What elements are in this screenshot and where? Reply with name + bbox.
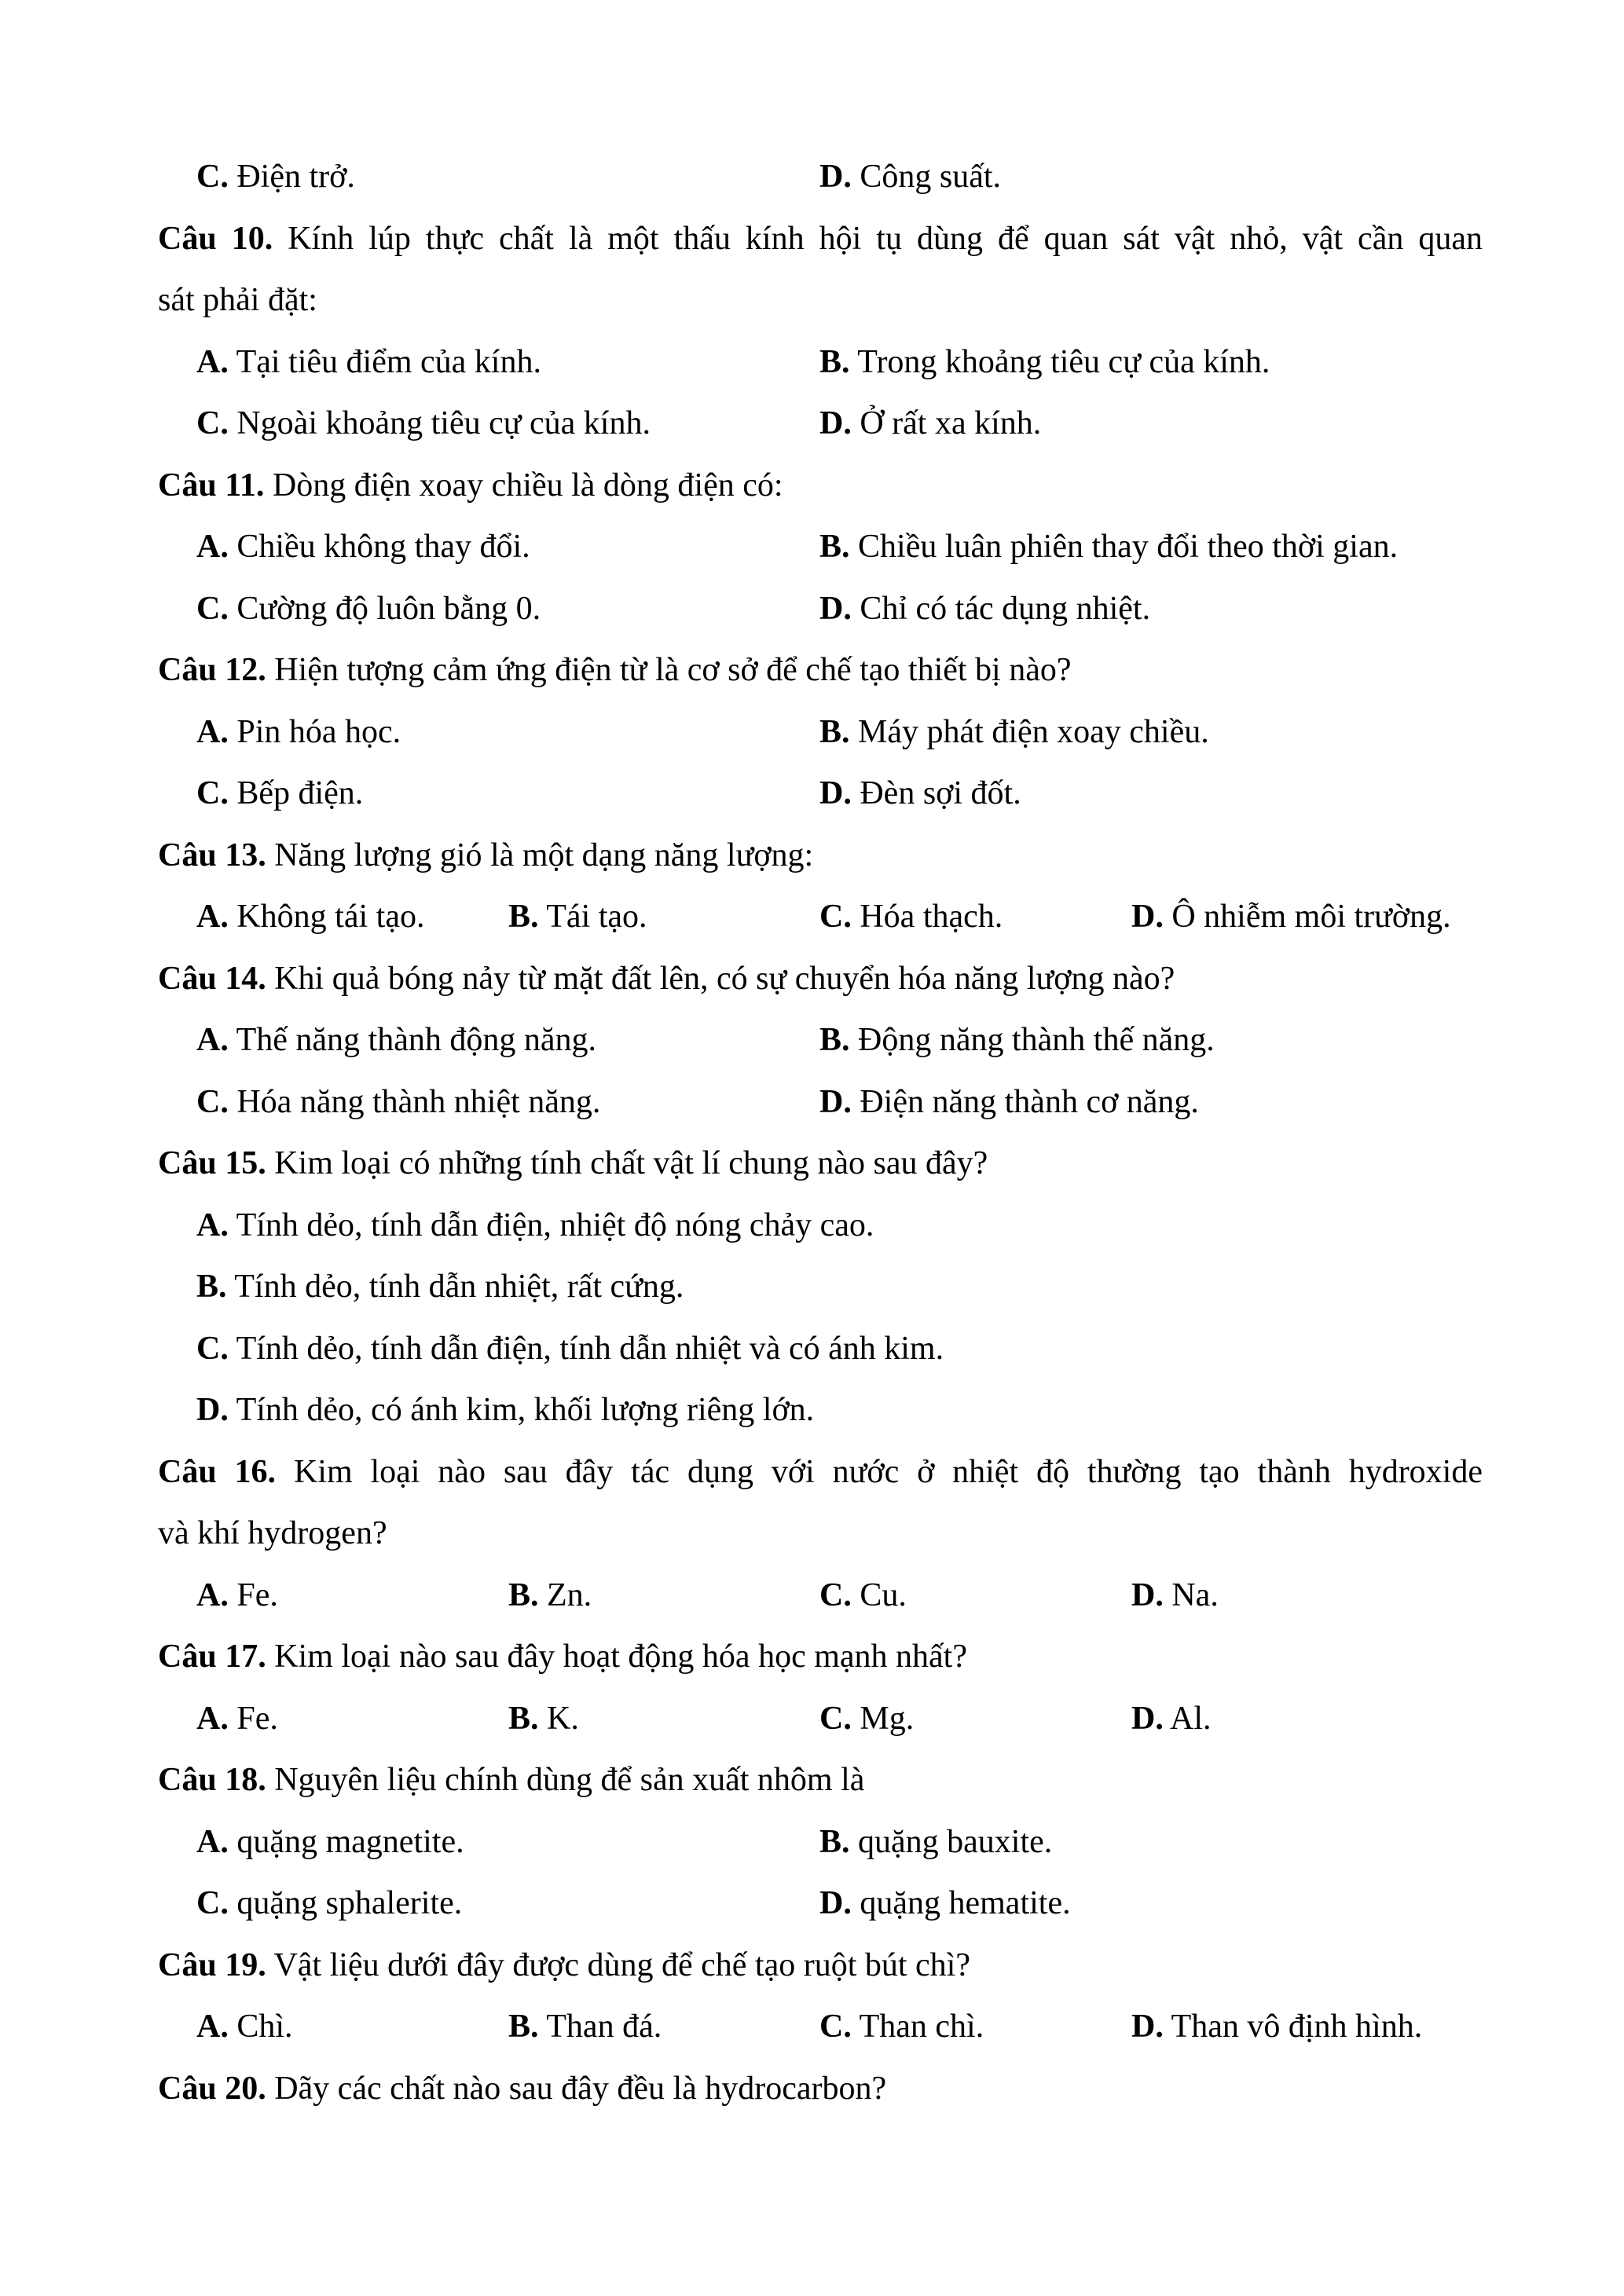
option-row	[158, 1873, 1483, 1935]
option-text: Al.	[1170, 1700, 1212, 1737]
option-key: B.	[819, 1823, 850, 1860]
option-text: Tại tiêu điểm của kính.	[236, 343, 541, 380]
option-key: D.	[196, 1392, 229, 1428]
option-key: C.	[819, 2009, 852, 2045]
option-text: Ngoài khoảng tiêu cự của kính.	[236, 405, 651, 441]
option-text: Chỉ có tác dụng nhiệt.	[860, 590, 1151, 627]
option-key: D.	[1131, 2009, 1164, 2045]
option-key: A.	[196, 529, 229, 565]
question-block	[158, 208, 1483, 455]
question-block	[158, 1749, 1483, 1935]
option-row	[158, 1071, 1483, 1133]
answer-option	[196, 1688, 278, 1750]
option-text: Ô nhiễm môi trường.	[1171, 899, 1451, 935]
option-row	[158, 886, 1483, 948]
question-stem-line	[158, 948, 1483, 1010]
question-block	[158, 825, 1483, 948]
option-key: C.	[196, 1885, 229, 1921]
option-text: Hóa thạch.	[860, 899, 1003, 935]
question-number: Câu 14.	[158, 960, 266, 997]
answer-option	[819, 578, 1150, 640]
answer-option	[196, 886, 424, 948]
option-text: Chiều không thay đổi.	[236, 529, 530, 565]
option-key: B.	[196, 1269, 227, 1305]
option-row	[158, 146, 1483, 208]
answer-option	[196, 1996, 293, 2058]
option-text: Mg.	[860, 1700, 915, 1737]
option-text: Zn.	[547, 1576, 592, 1613]
question-stem-line	[158, 825, 1483, 887]
option-key: D.	[819, 1885, 852, 1921]
option-text: Tính dẻo, tính dẫn điện, tính dẫn nhiệt và có ánh kim.	[236, 1330, 944, 1367]
option-key: A.	[196, 1700, 229, 1737]
question-block	[158, 1441, 1483, 1627]
answer-option	[196, 1256, 684, 1318]
option-text: Fe.	[236, 1576, 278, 1613]
question-stem-line	[158, 269, 1483, 331]
answer-option	[196, 393, 651, 455]
option-key: D.	[1131, 1576, 1164, 1613]
answer-option	[196, 1565, 278, 1627]
option-text: Tính dẻo, có ánh kim, khối lượng riêng lớn.	[236, 1392, 815, 1428]
answer-option	[819, 1688, 914, 1750]
answer-option	[819, 1873, 1071, 1935]
answer-option	[819, 516, 1398, 578]
option-row	[158, 701, 1483, 764]
option-key: A.	[196, 1576, 229, 1613]
answer-option	[819, 331, 1270, 394]
answer-option	[819, 146, 1001, 208]
answer-option	[508, 886, 647, 948]
question-block	[158, 146, 1483, 208]
option-row	[158, 1688, 1483, 1750]
option-row	[158, 578, 1483, 640]
option-row	[158, 1318, 1483, 1380]
question-stem-line	[158, 455, 1483, 517]
question-block	[158, 455, 1483, 640]
option-key: C.	[819, 899, 852, 935]
option-text: Bếp điện.	[236, 775, 364, 811]
question-number: Câu 19.	[158, 1946, 266, 1983]
option-text: Không tái tạo.	[236, 899, 425, 935]
option-key: A.	[196, 1207, 229, 1243]
exam-page	[158, 146, 1483, 2119]
option-row	[158, 763, 1483, 825]
option-key: A.	[196, 1022, 229, 1058]
question-block	[158, 1133, 1483, 1441]
option-text: quặng magnetite.	[236, 1823, 464, 1860]
option-key: B.	[819, 343, 850, 380]
question-text: Kim loại nào sau đây tác dụng với nước ở nhiệt độ thường tạo thành hydroxide	[293, 1453, 1483, 1490]
answer-option	[196, 1873, 462, 1935]
option-key: A.	[196, 343, 229, 380]
question-block	[158, 1935, 1483, 2058]
option-text: Thế năng thành động năng.	[236, 1022, 596, 1058]
question-text: Kim loại nào sau đây hoạt động hóa học mạnh nhất?	[274, 1639, 967, 1675]
option-text: Than chì.	[859, 2009, 984, 2045]
answer-option	[196, 763, 363, 825]
option-key: D.	[819, 590, 852, 627]
question-number: Câu 18.	[158, 1762, 266, 1798]
option-text: Tái tạo.	[546, 899, 647, 935]
option-row	[158, 1811, 1483, 1873]
question-stem-line	[158, 639, 1483, 701]
option-key: D.	[1131, 1700, 1164, 1737]
answer-option	[196, 1009, 596, 1071]
option-key: D.	[1131, 899, 1164, 935]
option-key: C.	[819, 1700, 852, 1737]
option-text: Tính dẻo, tính dẫn điện, nhiệt độ nóng chảy cao.	[236, 1207, 874, 1243]
question-text: Dòng điện xoay chiều là dòng điện có:	[272, 467, 783, 504]
answer-option	[508, 1688, 579, 1750]
option-row	[158, 393, 1483, 455]
option-text: Trong khoảng tiêu cự của kính.	[857, 343, 1270, 380]
option-row	[158, 1256, 1483, 1318]
option-text: Chì.	[236, 2009, 293, 2045]
question-text: Khi quả bóng nảy từ mặt đất lên, có sự chuyển hóa năng lượng nào?	[274, 960, 1175, 997]
option-key: D.	[819, 159, 852, 195]
question-stem-line	[158, 1133, 1483, 1195]
option-text: Máy phát điện xoay chiều.	[858, 713, 1209, 750]
question-text: và khí hydrogen?	[158, 1515, 387, 1551]
option-key: C.	[196, 159, 229, 195]
answer-option	[819, 1071, 1199, 1133]
answer-option	[196, 1195, 874, 1257]
option-text: Chiều luân phiên thay đổi theo thời gian.	[858, 529, 1399, 565]
answer-option	[819, 1996, 984, 2058]
answer-option	[196, 578, 541, 640]
option-key: B.	[819, 1022, 850, 1058]
question-block	[158, 639, 1483, 825]
answer-option	[819, 1009, 1215, 1071]
option-key: B.	[508, 1700, 539, 1737]
question-number: Câu 20.	[158, 2070, 266, 2107]
answer-option	[196, 701, 401, 764]
option-key: D.	[819, 775, 852, 811]
option-text: Cường độ luôn bằng 0.	[236, 590, 541, 627]
question-text: Nguyên liệu chính dùng để sản xuất nhôm là	[274, 1762, 865, 1798]
option-text: quặng hematite.	[860, 1885, 1071, 1921]
answer-option	[196, 146, 355, 208]
question-number: Câu 16.	[158, 1453, 277, 1490]
option-key: B.	[508, 2009, 539, 2045]
option-row	[158, 1996, 1483, 2058]
question-text: Hiện tượng cảm ứng điện từ là cơ sở để chế tạo thiết bị nào?	[274, 652, 1072, 688]
answer-option	[819, 1565, 907, 1627]
question-number: Câu 13.	[158, 837, 266, 873]
question-number: Câu 11.	[158, 467, 265, 504]
option-key: B.	[819, 529, 850, 565]
question-text: Kim loại có những tính chất vật lí chung nào sau đây?	[274, 1145, 988, 1181]
answer-option	[819, 886, 1003, 948]
question-number: Câu 15.	[158, 1145, 266, 1181]
option-text: Than vô định hình.	[1171, 2009, 1423, 2045]
option-text: Cu.	[860, 1576, 907, 1613]
answer-option	[1131, 1688, 1212, 1750]
answer-option	[196, 1379, 814, 1441]
question-text: Vật liệu dưới đây được dùng để chế tạo ruột bút chì?	[273, 1946, 970, 1983]
option-key: C.	[196, 590, 229, 627]
option-text: quặng bauxite.	[858, 1823, 1053, 1860]
answer-option	[196, 1318, 944, 1380]
question-stem-line	[158, 1441, 1483, 1503]
answer-option	[196, 516, 530, 578]
option-text: quặng sphalerite.	[236, 1885, 463, 1921]
answer-option	[819, 763, 1021, 825]
answer-option	[819, 1811, 1052, 1873]
answer-option	[508, 1996, 662, 2058]
option-row	[158, 1565, 1483, 1627]
option-key: A.	[196, 899, 229, 935]
answer-option	[819, 701, 1209, 764]
option-text: K.	[547, 1700, 579, 1737]
question-block	[158, 948, 1483, 1133]
option-text: Động năng thành thế năng.	[858, 1022, 1215, 1058]
option-key: A.	[196, 2009, 229, 2045]
question-stem-line	[158, 2058, 1483, 2120]
option-row	[158, 516, 1483, 578]
question-text: sát phải đặt:	[158, 282, 317, 318]
answer-option	[1131, 1996, 1422, 2058]
question-stem-line	[158, 1503, 1483, 1565]
question-number: Câu 12.	[158, 652, 266, 688]
option-key: B.	[508, 899, 539, 935]
answer-option	[819, 393, 1041, 455]
option-text: Công suất.	[860, 159, 1002, 195]
option-text: Hóa năng thành nhiệt năng.	[236, 1083, 601, 1120]
option-key: D.	[819, 405, 852, 441]
option-key: C.	[196, 405, 229, 441]
question-text: Dãy các chất nào sau đây đều là hydrocarbon?	[274, 2070, 887, 2107]
option-key: B.	[819, 713, 850, 750]
option-row	[158, 1379, 1483, 1441]
option-key: C.	[196, 1083, 229, 1120]
question-text: Kính lúp thực chất là một thấu kính hội tụ dùng để quan sát vật nhỏ, vật cần quan	[288, 220, 1483, 257]
option-key: C.	[196, 1330, 229, 1367]
question-stem-line	[158, 1935, 1483, 1997]
option-text: Đèn sợi đốt.	[860, 775, 1021, 811]
option-row	[158, 331, 1483, 394]
option-text: Pin hóa học.	[236, 713, 401, 750]
answer-option	[1131, 886, 1451, 948]
answer-option	[196, 1811, 464, 1873]
option-key: A.	[196, 713, 229, 750]
question-stem-line	[158, 1626, 1483, 1688]
option-text: Fe.	[236, 1700, 278, 1737]
option-text: Điện trở.	[236, 159, 355, 195]
option-key: C.	[196, 775, 229, 811]
option-row	[158, 1195, 1483, 1257]
option-text: Na.	[1171, 1576, 1219, 1613]
option-text: Điện năng thành cơ năng.	[860, 1083, 1199, 1120]
option-text: Tính dẻo, tính dẫn nhiệt, rất cứng.	[234, 1269, 684, 1305]
option-key: C.	[819, 1576, 852, 1613]
option-text: Ở rất xa kính.	[860, 405, 1042, 441]
option-key: B.	[508, 1576, 539, 1613]
question-block	[158, 2058, 1483, 2120]
option-row	[158, 1009, 1483, 1071]
question-stem-line	[158, 208, 1483, 270]
question-number: Câu 10.	[158, 220, 273, 257]
question-number: Câu 17.	[158, 1639, 266, 1675]
answer-option	[196, 1071, 600, 1133]
answer-option	[196, 331, 541, 394]
option-text: Than đá.	[546, 2009, 662, 2045]
answer-option	[508, 1565, 592, 1627]
option-key: D.	[819, 1083, 852, 1120]
option-key: A.	[196, 1823, 229, 1860]
question-block	[158, 1626, 1483, 1749]
answer-option	[1131, 1565, 1219, 1627]
question-text: Năng lượng gió là một dạng năng lượng:	[274, 837, 814, 873]
question-stem-line	[158, 1749, 1483, 1811]
